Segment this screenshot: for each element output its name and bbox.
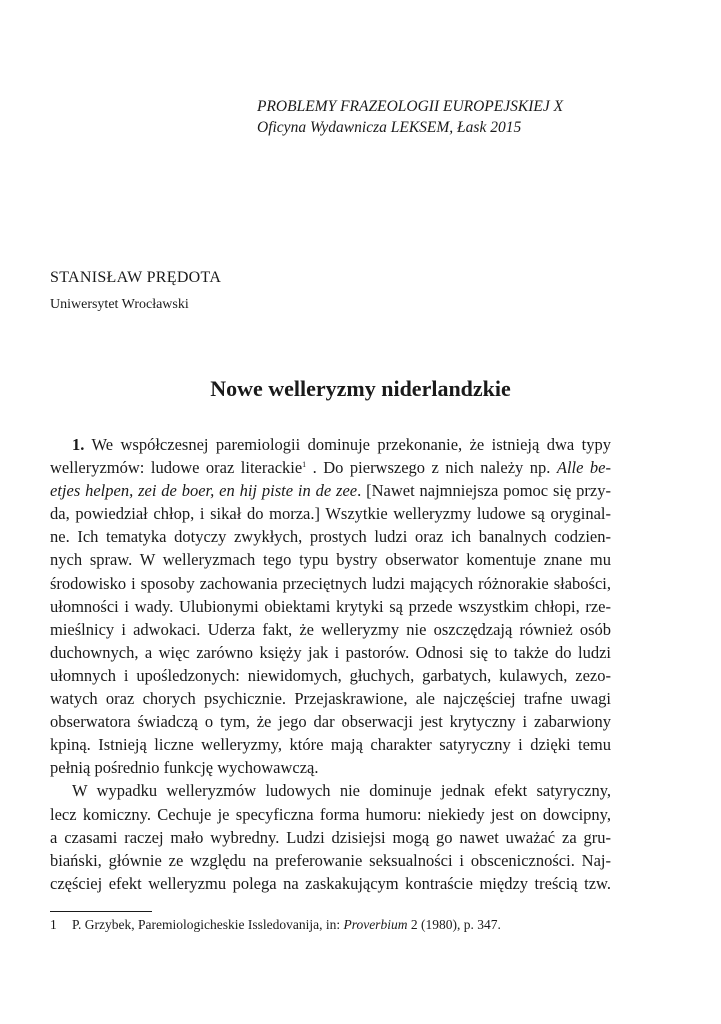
footnote-number: 1	[50, 917, 57, 932]
body-line: welleryzmów: ludowe oraz literackie$^1$ . Do pierwszego z nich należy np. Alle be-	[50, 458, 611, 478]
body-line: obserwatora świadczą o tym, że jego dar obserwacji jest krytyczny i zabarwiony	[50, 712, 611, 732]
body-line: biański, głównie ze względu na preferowanie seksualności i obsceniczności. Naj-	[50, 850, 611, 870]
body-line: częściej efekt welleryzmu polega na zaskakującym kontraście między treścią tzw.	[50, 873, 611, 893]
footnote-reference: 1	[302, 460, 307, 470]
body-line: etjes helpen, zei de boer, en hij piste in de zee. [Nawet najmniejsza pomoc się przy-	[50, 481, 611, 501]
author-name: STANISŁAW PRĘDOTA	[50, 269, 222, 286]
body-line: duchownych, a więc zarówno księży jak i pastorów. Odnosi się to także do ludzi	[50, 642, 611, 662]
footnote-divider	[50, 911, 152, 912]
proverb-quote: etjes helpen, zei de boer, en hij piste in de zee	[50, 481, 358, 501]
article-title: Nowe welleryzmy niderlandzkie	[210, 376, 511, 401]
body-line: kpiną. Istnieją liczne welleryzmy, które mają charakter satyryczny i dzięki temu	[50, 735, 611, 755]
series-header	[257, 96, 563, 138]
journal-title: Proverbium	[343, 917, 408, 932]
section-number: 1.	[72, 435, 85, 454]
body-line: ne. Ich tematyka dotyczy zwykłych, prostych ludzi oraz ich banalnych codzien-	[50, 527, 611, 547]
body-line: mieślnicy i adwokaci. Uderza fakt, że welleryzmy nie oszczędzają również osób	[50, 619, 611, 639]
article-body	[50, 433, 611, 895]
publisher-line: Oficyna Wydawnicza LEKSEM, Łask 2015	[257, 119, 522, 136]
body-line: środowisko i sposoby zachowania przeciętnych ludzi mających różnorakie słabości,	[50, 573, 611, 593]
body-line: nych spraw. W welleryzmach tego typu bystry obserwator komentuje znane mu	[50, 550, 611, 570]
body-line: watych oraz chorych psychicznie. Przejaskrawione, ale najczęściej trafne uwagi	[50, 689, 611, 709]
series-title: PROBLEMY FRAZEOLOGII EUROPEJSKIEJ X	[257, 98, 564, 115]
footnote: 1 P. Grzybek, Paremiologicheskie Issledovanija, in: Proverbium 2 (1980), p. 347.	[50, 917, 501, 932]
proverb-quote: Alle be-	[556, 458, 611, 478]
body-line: da, powiedział chłop, i sikał do morza.] Wszytkie welleryzmy ludowe są oryginal-	[50, 504, 611, 524]
body-line: 1. We współczesnej paremiologii dominuje przekonanie, że istnieją dwa typy	[72, 435, 611, 454]
body-line: ułomności i wady. Ulubionymi obiektami krytyki są przede wszystkim chłopi, rze-	[50, 596, 611, 616]
body-line: pełnią pośrednio funkcję wychowawczą.	[50, 758, 319, 778]
body-line: lecz komiczny. Cechuje je specyficzna forma humoru: niekiedy jest on dowcipny,	[50, 804, 611, 824]
body-line: a czasami raczej mało wybredny. Ludzi dzisiejsi mogą go nawet uważać za gru-	[50, 827, 611, 847]
body-line: W wypadku welleryzmów ludowych nie dominuje jednak efekt satyryczny,	[72, 781, 611, 801]
body-line: ułomnych i upośledzonych: niewidomych, głuchych, garbatych, kulawych, zezo-	[50, 665, 611, 685]
author-affiliation: Uniwersytet Wrocławski	[50, 297, 189, 312]
